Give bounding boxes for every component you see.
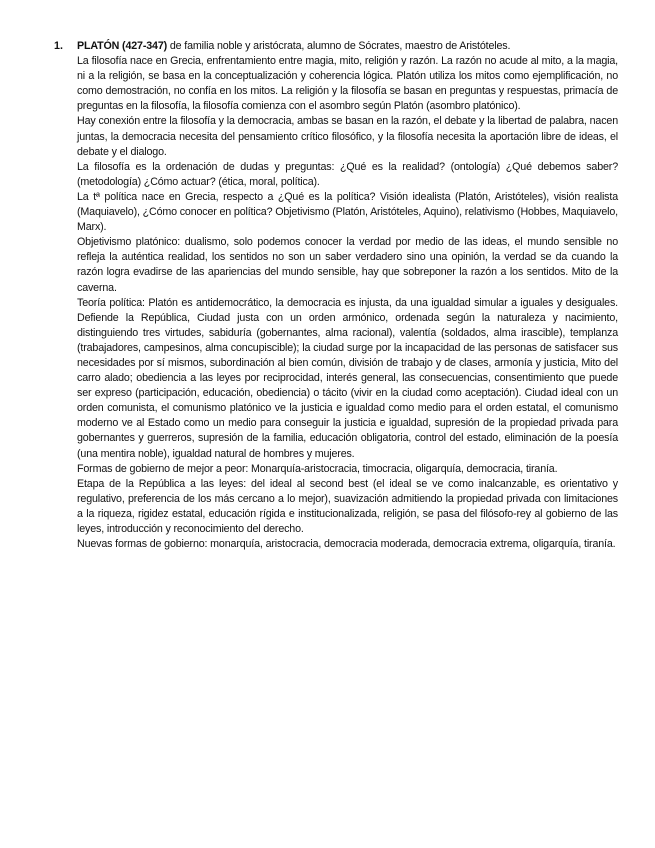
paragraph-democracy: Hay conexión entre la filosofía y la democracia, ambas se basan en la razón, el debate y la libertad de palabra, nacen juntas, la democracia necesita del pensamiento crítico filosófico, y la filosofía necesita la aportación libre de ideas, el debate y el dialogo. — [77, 115, 618, 158]
heading-title-bold: PLATÓN (427-347) — [77, 40, 168, 52]
heading-title-rest: de familia noble y aristócrata, alumno de Sócrates, maestro de Aristóteles. — [167, 40, 511, 52]
section-heading — [77, 39, 618, 54]
paragraph-new-forms: Nuevas formas de gobierno: monarquía, aristocracia, democracia moderada, democracia extrema, oligarquía, tiranía. — [77, 538, 616, 551]
list-item-content — [77, 39, 618, 552]
paragraph-questions: La filosofía es la ordenación de dudas y preguntas: ¿Qué es la realidad? (ontología) ¿Qué debemos saber? (metodología) ¿Cómo actuar? (ética, moral, política). — [77, 160, 618, 188]
numbered-list — [54, 39, 618, 552]
paragraph-political-theory: Teoría política: Platón es antidemocrático, la democracia es injusta, da una igualdad simular a iguales y desiguales. Defiende la República, Ciudad justa con un orden armónico, ordenada según la naturaleza y nacimiento, distinguiendo tres virtudes, sabiduría (gobernantes, alma racional), valentía (soldados, alma irascible), templanza (trabajadores, campesinos, alma concupiscible); la ciudad surge por la incapacidad de las personas de satisfacer sus necesidades por sí mismos, subordinación al bien común, división de trabajo y de clases, armonía y justicia, Mito del carro alado; obediencia a las leyes por reciprocidad, interés general, las consecuencias, consentimiento que puede ser expreso (participación, educación, obediencia) o tácito (vivir en la ciudad como aceptación). Ciudad ideal con un orden comunista, el comunismo platónico ve la justicia e igualdad como medio para el orden estatal, el comunismo moderno ve al Estado como un medio para conseguir la justicia e igualdad, supresión de la propiedad privada para gobernantes y guerreros, supresión de la familia, educación obligatoria, control del estado, eliminación de la poesía (una mentira noble), igualdad natural de hombres y mujeres. — [77, 296, 618, 460]
paragraph-forms-of-government: Formas de gobierno de mejor a peor: Monarquía-aristocracia, timocracia, oligarquía, democracia, tiranía. — [77, 462, 558, 475]
list-item-number: 1. — [54, 40, 63, 52]
list-item — [54, 39, 618, 552]
paragraph-objectivism: Objetivismo platónico: dualismo, solo podemos conocer la verdad por medio de las ideas, el mundo sensible no refleja la auténtica realidad, los sentidos no son un saber verdadero sino una opinión, la verdad se da cuando la razón logra evadirse de las apariencias del mundo sensible, hay que sobreponer la razón a los sentidos. Mito de la caverna. — [77, 236, 618, 294]
paragraph-republic-to-laws: Etapa de la República a las leyes: del ideal al second best (el ideal se ve como inalcanzable, es orientativo y regulativo, preferencia de los más cercano a lo mejor), suavización admitiendo la propiedad privada con limitaciones a la riqueza, rigidez estatal, educación rígida e institucionalizada, religión, se pasa del filósofo-rey al gobierno de las leyes, introducción y reconocimiento del derecho. — [77, 477, 618, 535]
paragraph-origins: La filosofía nace en Grecia, enfrentamiento entre magia, mito, religión y razón. La razón no acude al mito, a la magia, ni a la religión, se basa en la conceptualización y coherencia lógica. Platón utiliza los mitos como ejemplificación, no como demostración, no confía en los mitos. La religión y la filosofía se basan en preguntas y respuestas, primacía de preguntas en la filosofía, la filosofía comienza con el asombro según Platón (asombro platónico). — [77, 55, 618, 113]
paragraph-political-theory-origin: La tª política nace en Grecia, respecto a ¿Qué es la política? Visión idealista (Platón, Aristóteles), visión realista (Maquiavelo), ¿Cómo conocer en política? Objetivismo (Platón, Aristóteles, Aquino), relativismo (Hobbes, Maquiavelo, Marx). — [77, 190, 618, 234]
